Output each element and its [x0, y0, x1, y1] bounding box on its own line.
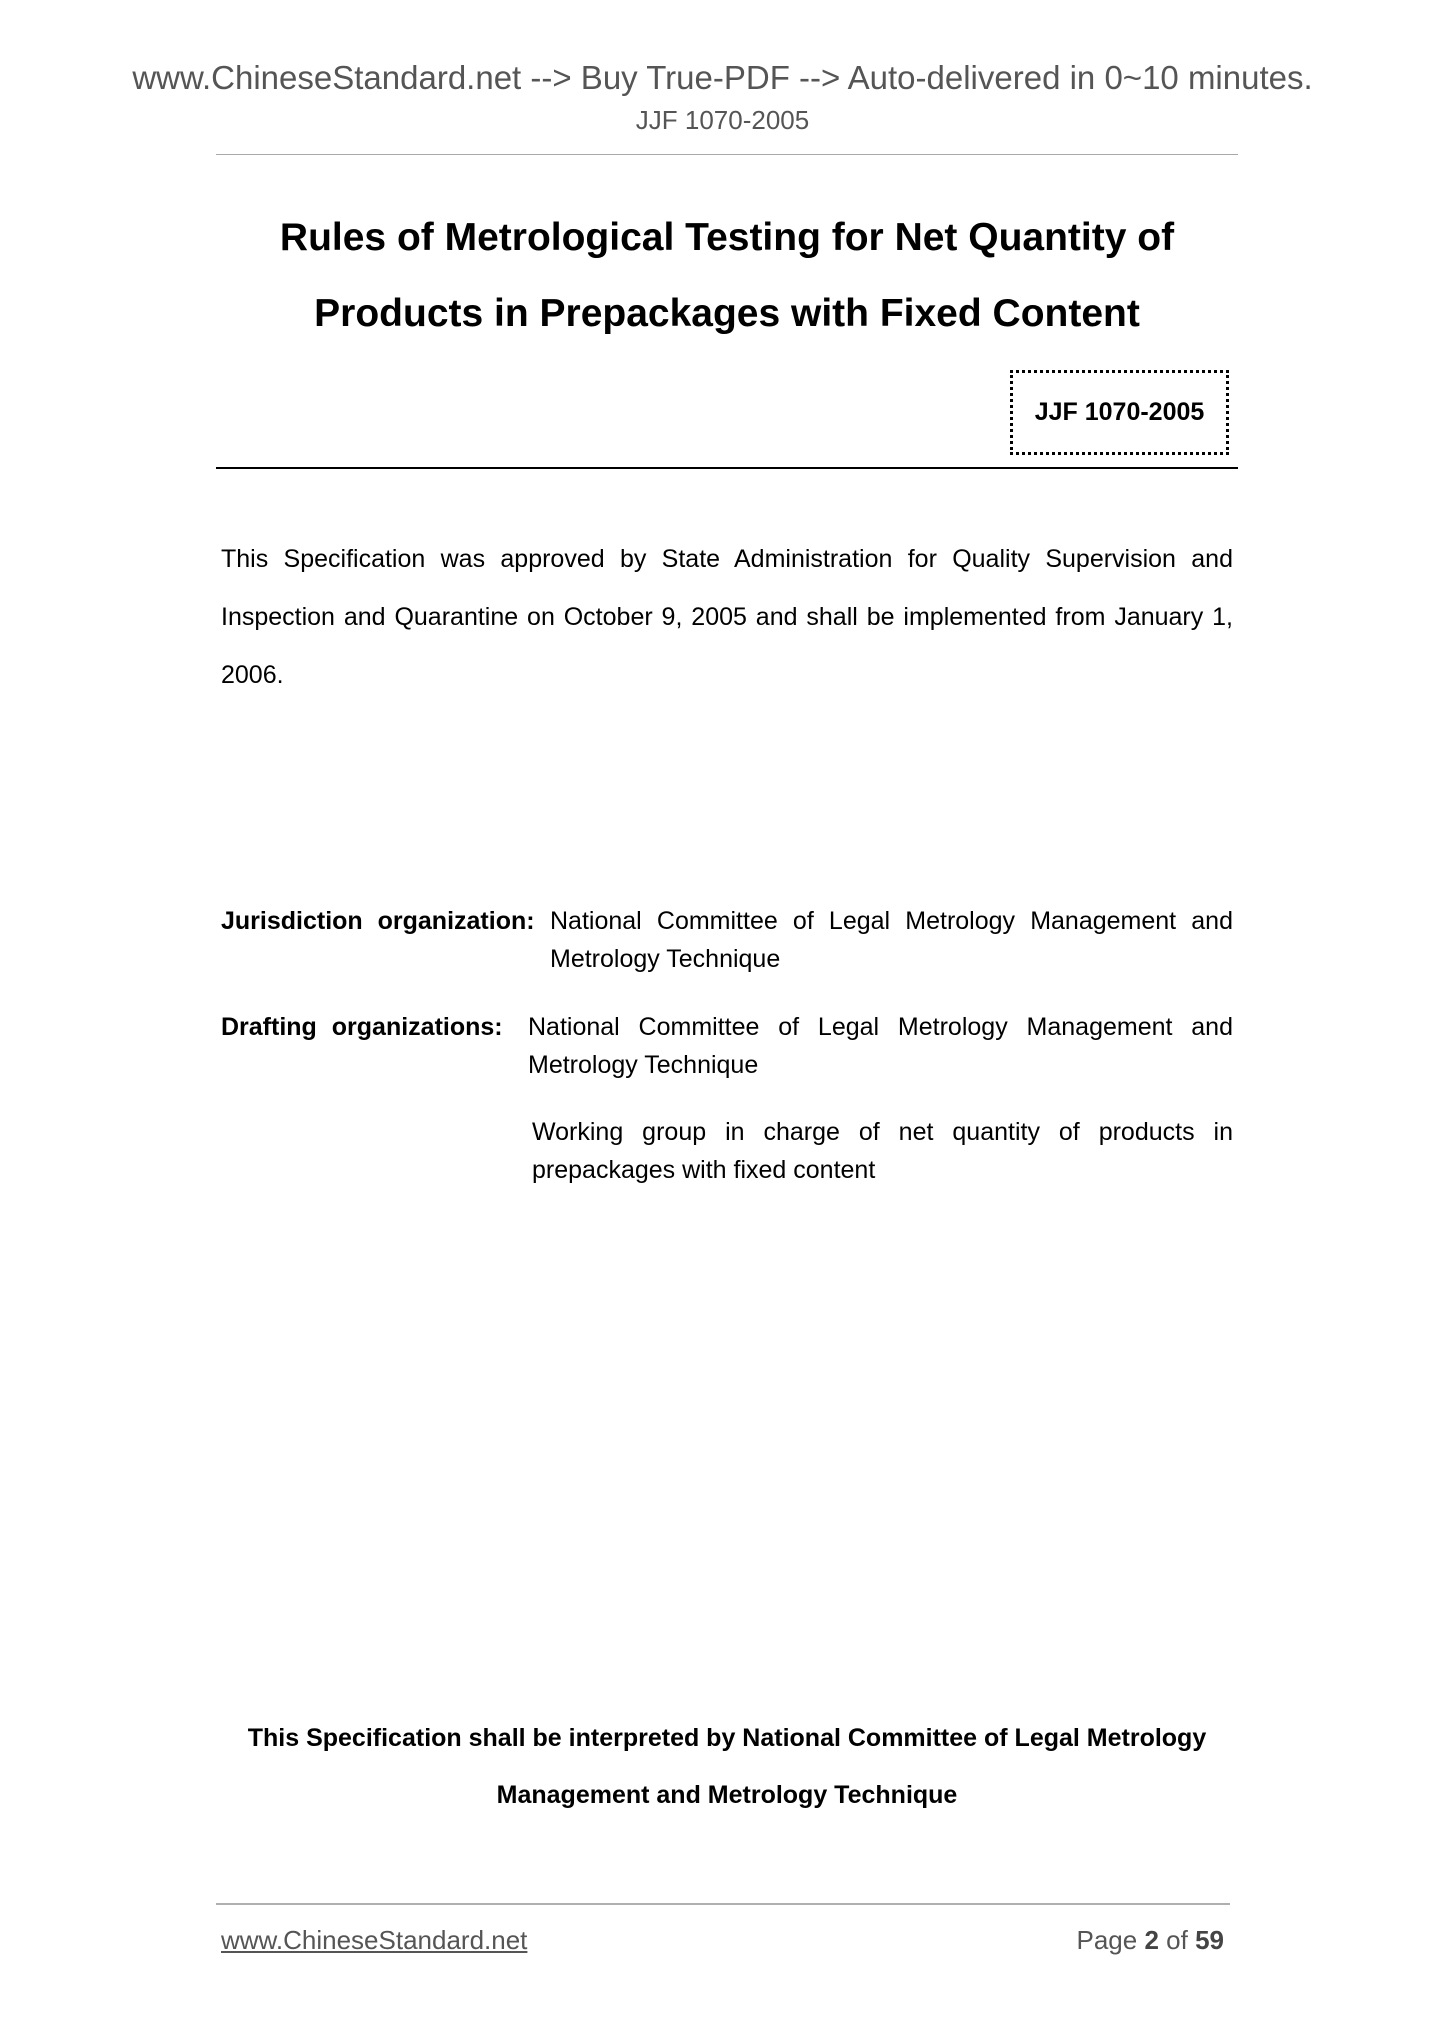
standard-code-label: JJF 1070-2005 [1034, 398, 1205, 426]
approval-statement: This Specification was approved by State Administration for Quality Supervision and Inspection and Quarantine on October 9, 2005 and shall be implemented from January 1, 2006. [221, 545, 1233, 689]
drafting-organization-1: National Committee of Legal Metrology Management and Metrology Technique [528, 1013, 1233, 1079]
total-page-count: 59 [1195, 1925, 1224, 1955]
header-divider [216, 154, 1238, 155]
document-title-line-1: Rules of Metrological Testing for Net Quantity of [279, 216, 1175, 259]
standard-code-box [1010, 370, 1229, 455]
page-indicator [1076, 1923, 1224, 1957]
footer-divider [216, 1903, 1230, 1905]
interpretation-line-2: Management and Metrology Technique [496, 1781, 958, 1809]
header-standard-code: JJF 1070-2005 [635, 105, 810, 135]
page-prefix: Page [1076, 1925, 1138, 1955]
jurisdiction-label: Jurisdiction organization: [221, 907, 535, 935]
interpretation-line-1: This Specification shall be interpreted by National Committee of Legal Metrology [247, 1724, 1207, 1752]
top-banner[interactable]: www.ChineseStandard.net --> Buy True-PDF --> Auto-delivered in 0~10 minutes. [132, 59, 1313, 96]
page-of: of [1166, 1925, 1188, 1955]
drafting-organization-2: Working group in charge of net quantity of products in prepackages with fixed content [532, 1118, 1233, 1184]
document-title-line-2: Products in Prepackages with Fixed Content [314, 292, 1140, 335]
drafting-label: Drafting organizations: [221, 1013, 503, 1041]
current-page-number: 2 [1144, 1925, 1159, 1955]
title-divider [216, 467, 1238, 469]
jurisdiction-organization: National Committee of Legal Metrology Management and Metrology Technique [550, 907, 1233, 973]
footer-website-link[interactable]: www.ChineseStandard.net [221, 1925, 528, 1955]
